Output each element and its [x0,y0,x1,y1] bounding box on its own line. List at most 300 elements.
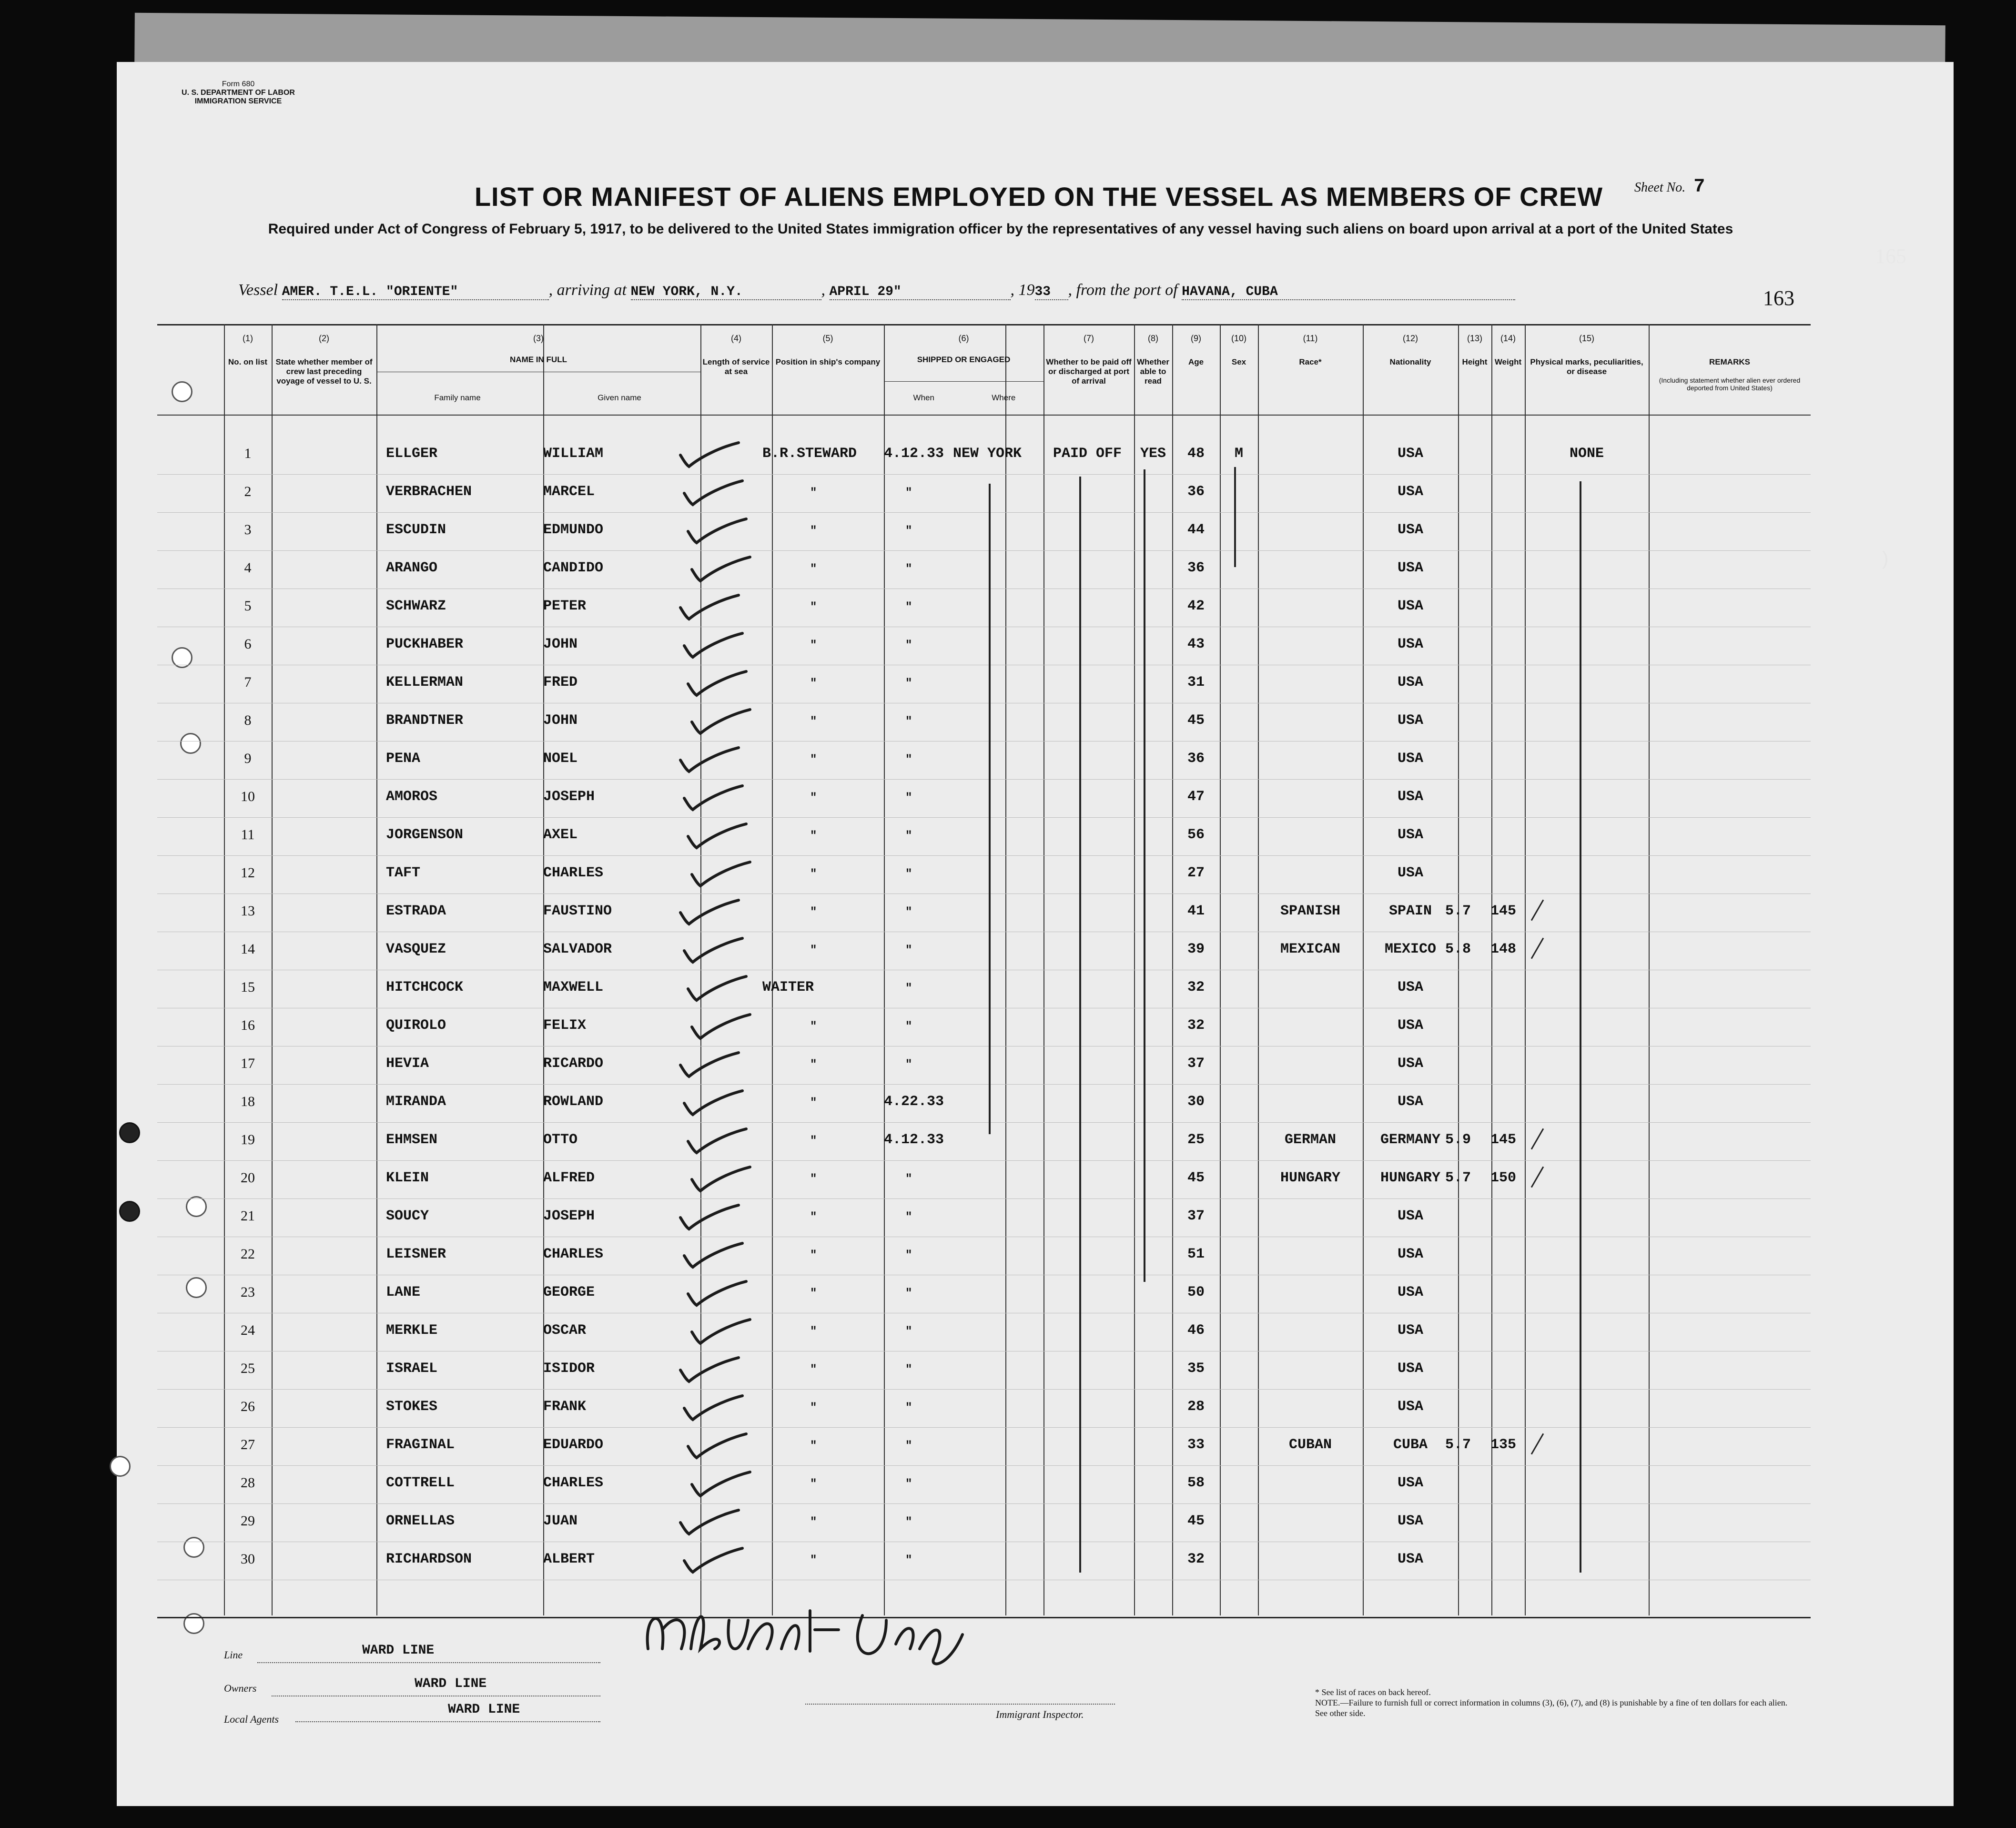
column-number: (10) [1231,334,1246,343]
crew-no: 2 [244,484,252,499]
line-label: Line [224,1649,243,1661]
ditto-mark: " [810,1020,817,1033]
crew-age: 25 [1187,1132,1205,1148]
ditto-mark: " [905,1249,912,1262]
column-number: (5) [822,334,833,343]
checkmark-icon [677,1508,743,1537]
checkmark-icon [684,1432,751,1461]
crew-family: ARANGO [386,560,438,576]
crew-nationality: USA [1397,1094,1423,1110]
departure-port: HAVANA, CUBA [1182,284,1515,300]
ditto-mark: " [905,830,912,843]
crew-family: MIRANDA [386,1094,446,1110]
crew-nationality: USA [1397,1361,1423,1377]
binder-hole [110,1456,131,1477]
column-number: (15) [1579,334,1594,343]
ditto-mark: " [810,1173,817,1186]
column-header: Race* [1299,357,1322,366]
crew-family: BRANDTNER [386,712,464,729]
crew-nationality: USA [1397,446,1423,462]
ditto-mark: " [810,792,817,804]
crew-given: OSCAR [543,1322,587,1339]
crew-race: SPANISH [1280,903,1341,919]
column-header: Height [1462,357,1488,366]
column-header: SHIPPED OR ENGAGED [917,355,1011,364]
ditto-mark: " [810,525,817,538]
ditto-mark: " [810,639,817,652]
column-header: Physical marks, peculiarities, or disease [1530,357,1643,376]
line-underline [257,1662,600,1663]
ditto-mark: " [810,1554,817,1567]
crew-age: 27 [1187,865,1205,881]
crew-no: 20 [241,1170,255,1186]
column-subheader: When [913,393,934,402]
crew-position: WAITER [762,979,814,995]
ditto-mark: " [905,677,912,690]
checkmark-icon [677,1356,743,1384]
crew-given: AXEL [543,827,578,843]
crew-no: 1 [244,446,252,461]
ditto-mark: " [905,525,912,538]
crew-given: MAXWELL [543,979,604,995]
crew-no: 9 [244,751,252,766]
ditto-mark: " [810,944,817,957]
races-note: * See list of races on back hereof. [1315,1687,1431,1697]
year-prefix: 19 [1018,281,1035,299]
column-number: (7) [1084,334,1094,343]
ditto-mark: " [810,1440,817,1452]
crew-family: PENA [386,751,421,767]
crew-family: RICHARDSON [386,1551,472,1567]
checkmark-icon [684,670,751,698]
crew-family: QUIROLO [386,1017,446,1034]
checkmark-icon [688,1013,755,1041]
crew-age: 56 [1187,827,1205,843]
crew-when: 4.12.33 [884,1132,944,1148]
crew-where: NEW YORK [953,446,1022,462]
ditto-mark: " [905,1173,912,1186]
column-header: NAME IN FULL [510,355,567,364]
crew-family: VERBRACHEN [386,484,472,500]
crew-no: 27 [241,1437,255,1452]
ditto-mark: " [905,1287,912,1300]
crew-nationality: USA [1397,865,1423,881]
owners-value: WARD LINE [415,1676,487,1691]
crew-nationality: USA [1397,1513,1423,1529]
ditto-mark: " [905,1401,912,1414]
crew-no: 17 [241,1056,255,1071]
column-header: Nationality [1389,357,1431,366]
crew-age: 33 [1187,1437,1205,1453]
crew-nationality: USA [1397,712,1423,729]
arrival-date: APRIL 29" [830,284,1011,300]
crew-given: FELIX [543,1017,587,1034]
crew-no: 12 [241,865,255,881]
column-number: (13) [1467,334,1482,343]
crew-age: 45 [1187,1170,1205,1186]
crew-age: 30 [1187,1094,1205,1110]
ditto-mark: " [810,487,817,499]
checkmark-icon [688,1318,755,1346]
crew-family: ESCUDIN [386,522,446,538]
crew-weight: 148 [1490,941,1516,957]
crew-nationality: USA [1397,1475,1423,1491]
crew-given: OTTO [543,1132,578,1148]
crew-sex: M [1234,446,1243,462]
ditto-stroke [1580,481,1581,1573]
crew-given: ALFRED [543,1170,595,1186]
crew-nationality: HUNGARY [1380,1170,1441,1186]
crew-no: 10 [241,789,255,804]
crew-nationality: USA [1397,979,1423,995]
crew-no: 18 [241,1094,255,1109]
ditto-mark: " [810,1287,817,1300]
ditto-mark: " [810,601,817,614]
column-header: Whether to be paid off or discharged at port of arrival [1046,357,1132,386]
sheet-number-value: 7 [1693,176,1705,198]
crew-nationality: USA [1397,751,1423,767]
crew-nationality: USA [1397,484,1423,500]
ditto-mark: " [810,868,817,881]
form-identifier [114,80,362,106]
column-number: (12) [1402,334,1418,343]
row-rule [157,1465,1811,1466]
crew-no: 24 [241,1322,255,1338]
ditto-mark: " [905,487,912,499]
crew-read: YES [1140,446,1166,462]
service-name: IMMIGRATION SERVICE [194,97,282,105]
ditto-mark: " [905,753,912,766]
ditto-mark: " [905,1363,912,1376]
crew-race: MEXICAN [1280,941,1341,957]
crew-no: 11 [241,827,255,843]
checkmark-icon [688,1165,755,1194]
crew-nationality: USA [1397,1284,1423,1300]
checkmark-icon [677,898,743,927]
ditto-mark: " [810,1058,817,1071]
crew-family: COTTRELL [386,1475,455,1491]
crew-given: JOSEPH [543,789,595,805]
crew-family: MERKLE [386,1322,438,1339]
crew-given: FRANK [543,1399,587,1415]
ditto-stroke [989,484,991,1134]
header-rule [157,415,1811,416]
crew-no: 14 [241,941,255,957]
crew-nationality: USA [1397,1056,1423,1072]
column-number: (6) [958,334,969,343]
checkmark-icon [680,1546,747,1575]
row-rule [157,550,1811,551]
ditto-mark: " [905,639,912,652]
row-rule [157,1427,1811,1428]
crew-no: 26 [241,1399,255,1414]
crew-given: JUAN [543,1513,578,1529]
row-rule [157,1503,1811,1504]
binder-hole [119,1201,140,1222]
checkmark-icon [680,936,747,965]
crew-given: MARCEL [543,484,595,500]
checkmark-icon [677,1051,743,1079]
checkmark-icon [677,746,743,774]
agents-underline [295,1721,600,1722]
ditto-mark: " [810,906,817,919]
checkmark-icon [684,1280,751,1308]
ditto-mark: " [810,1325,817,1338]
crew-marks: NONE [1569,446,1604,462]
stamp-number-margin: 165 [1875,244,1906,268]
column-header: Weight [1494,357,1522,366]
crew-height: 5.7 [1445,903,1471,919]
crew-family: SOUCY [386,1208,429,1224]
binder-hole [119,1122,140,1143]
checkmark-icon [688,860,755,889]
checkmark-icon [680,1089,747,1117]
crew-height: 5.9 [1445,1132,1471,1148]
crew-weight: 150 [1490,1170,1516,1186]
crew-no: 30 [241,1551,255,1567]
crew-family: EHMSEN [386,1132,438,1148]
column-header: Whether able to read [1137,357,1169,386]
ditto-mark: " [810,1097,817,1109]
crew-race: GERMAN [1284,1132,1337,1148]
crew-no: 28 [241,1475,255,1491]
crew-race: CUBAN [1288,1437,1332,1453]
checkmark-icon [677,1203,743,1232]
ditto-mark: " [905,1554,912,1567]
ditto-mark: " [905,1440,912,1452]
crew-given: FAUSTINO [543,903,612,919]
column-number: (9) [1191,334,1201,343]
ditto-mark: " [810,715,817,728]
crew-given: CHARLES [543,865,604,881]
crew-no: 6 [244,636,252,652]
crew-nationality: USA [1397,598,1423,614]
checkmark-icon [680,631,747,660]
checkmark-icon [688,555,755,584]
column-number: (3) [533,334,544,343]
crew-nationality: MEXICO [1384,941,1437,957]
row-rule [157,1160,1811,1161]
column-header: Length of service at sea [702,357,770,376]
crew-no: 23 [241,1284,255,1300]
row-rule [157,1084,1811,1085]
crew-nationality: SPAIN [1388,903,1432,919]
crew-family: KELLERMAN [386,674,464,691]
crew-race: HUNGARY [1280,1170,1341,1186]
ditto-mark: " [810,1249,817,1262]
crew-age: 48 [1187,446,1205,462]
column-header: No. on list [228,357,268,366]
crew-no: 25 [241,1361,255,1376]
row-rule [157,1122,1811,1123]
crew-position: B.R.STEWARD [762,446,857,462]
crew-no: 3 [244,522,252,538]
row-rule [157,1389,1811,1390]
checkmark-icon [680,784,747,812]
ditto-mark: " [905,563,912,576]
crew-age: 47 [1187,789,1205,805]
checkmark-icon [684,517,751,546]
crew-age: 37 [1187,1208,1205,1224]
column-header: Sex [1231,357,1246,366]
crew-given: SALVADOR [543,941,612,957]
crew-no: 8 [244,712,252,728]
form-number: Form 680 [222,80,255,88]
crew-age: 36 [1187,560,1205,576]
owners-label: Owners [224,1682,257,1694]
sheet-number-label: Sheet No. [1634,180,1686,195]
row-rule [157,817,1811,818]
vessel-name: AMER. T.E.L. "ORIENTE" [282,284,549,300]
crew-height: 5.8 [1445,941,1471,957]
checkmark-icon [688,708,755,736]
ditto-stroke [1144,469,1145,1282]
crew-no: 21 [241,1208,255,1224]
crew-given: FRED [543,674,578,691]
crew-nationality: USA [1397,674,1423,691]
ditto-mark: " [810,1135,817,1148]
checkmark-icon [680,479,747,508]
crew-when: 4.22.33 [884,1094,944,1110]
ditto-mark: " [905,1325,912,1338]
checkmark-icon [680,1394,747,1422]
crew-no: 13 [241,903,255,919]
column-subheader: Given name [598,393,641,402]
column-note: (Including statement whether alien ever ordered deported from United States) [1659,376,1801,392]
column-header: REMARKS [1709,357,1750,366]
ditto-stroke [1079,477,1081,1573]
checkmark-icon [688,1470,755,1499]
crew-given: ALBERT [543,1551,595,1567]
stamp-number-corner: 163 [1763,286,1794,310]
crew-no: 5 [244,598,252,614]
crew-given: CHARLES [543,1246,604,1262]
crew-family: ISRAEL [386,1361,438,1377]
crew-paid: PAID OFF [1053,446,1122,462]
crew-no: 22 [241,1246,255,1262]
crew-given: ROWLAND [543,1094,604,1110]
row-rule [157,512,1811,513]
inspector-underline [805,1704,1115,1705]
crew-nationality: USA [1397,827,1423,843]
row-rule [157,779,1811,780]
crew-age: 28 [1187,1399,1205,1415]
document-title: LIST OR MANIFEST OF ALIENS EMPLOYED ON THE VESSEL AS MEMBERS OF CREW [474,182,1603,212]
ditto-stroke [1234,467,1236,567]
crew-age: 35 [1187,1361,1205,1377]
crew-age: 45 [1187,1513,1205,1529]
inspector-signature [638,1592,982,1668]
arriving-label: arriving at [557,281,627,299]
crew-when: 4.12.33 [884,446,944,462]
crew-no: 7 [244,674,252,690]
column-number: (1) [243,334,253,343]
column-number: (8) [1148,334,1158,343]
ditto-mark: " [905,1058,912,1071]
crew-age: 58 [1187,1475,1205,1491]
column-header: Position in ship's company [775,357,881,366]
ditto-mark: " [905,601,912,614]
crew-age: 50 [1187,1284,1205,1300]
crew-age: 44 [1187,522,1205,538]
crew-family: LANE [386,1284,421,1300]
crew-given: JOHN [543,712,578,729]
crew-family: VASQUEZ [386,941,446,957]
crew-no: 16 [241,1017,255,1033]
ditto-mark: " [905,1478,912,1491]
crew-no: 29 [241,1513,255,1529]
ditto-mark: " [905,868,912,881]
margin-mark: ) [1882,548,1889,569]
crew-nationality: GERMANY [1380,1132,1441,1148]
checkmark-icon [684,1127,751,1156]
vessel-label: Vessel [238,281,278,299]
crew-family: PUCKHABER [386,636,464,652]
crew-given: PETER [543,598,587,614]
crew-given: EDUARDO [543,1437,604,1453]
row-rule [157,855,1811,856]
ditto-mark: " [905,715,912,728]
crew-family: LEISNER [386,1246,446,1262]
crew-nationality: USA [1397,560,1423,576]
column-header: Age [1188,357,1204,366]
ditto-mark: " [905,1211,912,1224]
column-number: (11) [1303,334,1318,343]
crew-nationality: CUBA [1393,1437,1428,1453]
crew-age: 32 [1187,1551,1205,1567]
fine-note: NOTE.—Failure to furnish full or correct information in columns (3), (6), (7), and (8) is punishable by a fine of ten dollars for each alien. See other side. [1315,1698,1788,1718]
crew-given: GEORGE [543,1284,595,1300]
crew-age: 42 [1187,598,1205,614]
ditto-mark: " [810,563,817,576]
ditto-mark: " [810,830,817,843]
crew-no: 19 [241,1132,255,1148]
crew-given: CANDIDO [543,560,604,576]
crew-age: 37 [1187,1056,1205,1072]
crew-nationality: USA [1397,1246,1423,1262]
crew-nationality: USA [1397,636,1423,652]
checkmark-icon [684,975,751,1003]
crew-given: JOHN [543,636,578,652]
ditto-mark: " [810,1401,817,1414]
arrival-year: 33 [1035,284,1068,300]
crew-nationality: USA [1397,1322,1423,1339]
crew-given: NOEL [543,751,578,767]
crew-table [157,324,1811,1618]
column-number: (4) [731,334,741,343]
crew-nationality: USA [1397,1551,1423,1567]
ditto-mark: " [810,677,817,690]
crew-given: RICARDO [543,1056,604,1072]
ditto-mark: " [905,792,912,804]
column-header: State whether member of crew last preceding voyage of vessel to U. S. [275,357,373,386]
ditto-mark: " [905,1020,912,1033]
crew-age: 36 [1187,484,1205,500]
crew-nationality: USA [1397,1017,1423,1034]
sheet-number [1634,176,1705,198]
row-rule [157,474,1811,475]
crew-age: 46 [1187,1322,1205,1339]
line-value: WARD LINE [362,1643,435,1658]
crew-given: ISIDOR [543,1361,595,1377]
document-subtitle: Required under Act of Congress of February 5, 1917, to be delivered to the United States immigration officer by the representatives of any vessel having such aliens on board upon arrival at a port of the United States [268,221,1733,237]
crew-nationality: USA [1397,789,1423,805]
department-name: U. S. DEPARTMENT OF LABOR [182,89,295,97]
ditto-mark: " [905,1516,912,1529]
crew-family: STOKES [386,1399,438,1415]
ditto-mark: " [810,753,817,766]
crew-given: CHARLES [543,1475,604,1491]
